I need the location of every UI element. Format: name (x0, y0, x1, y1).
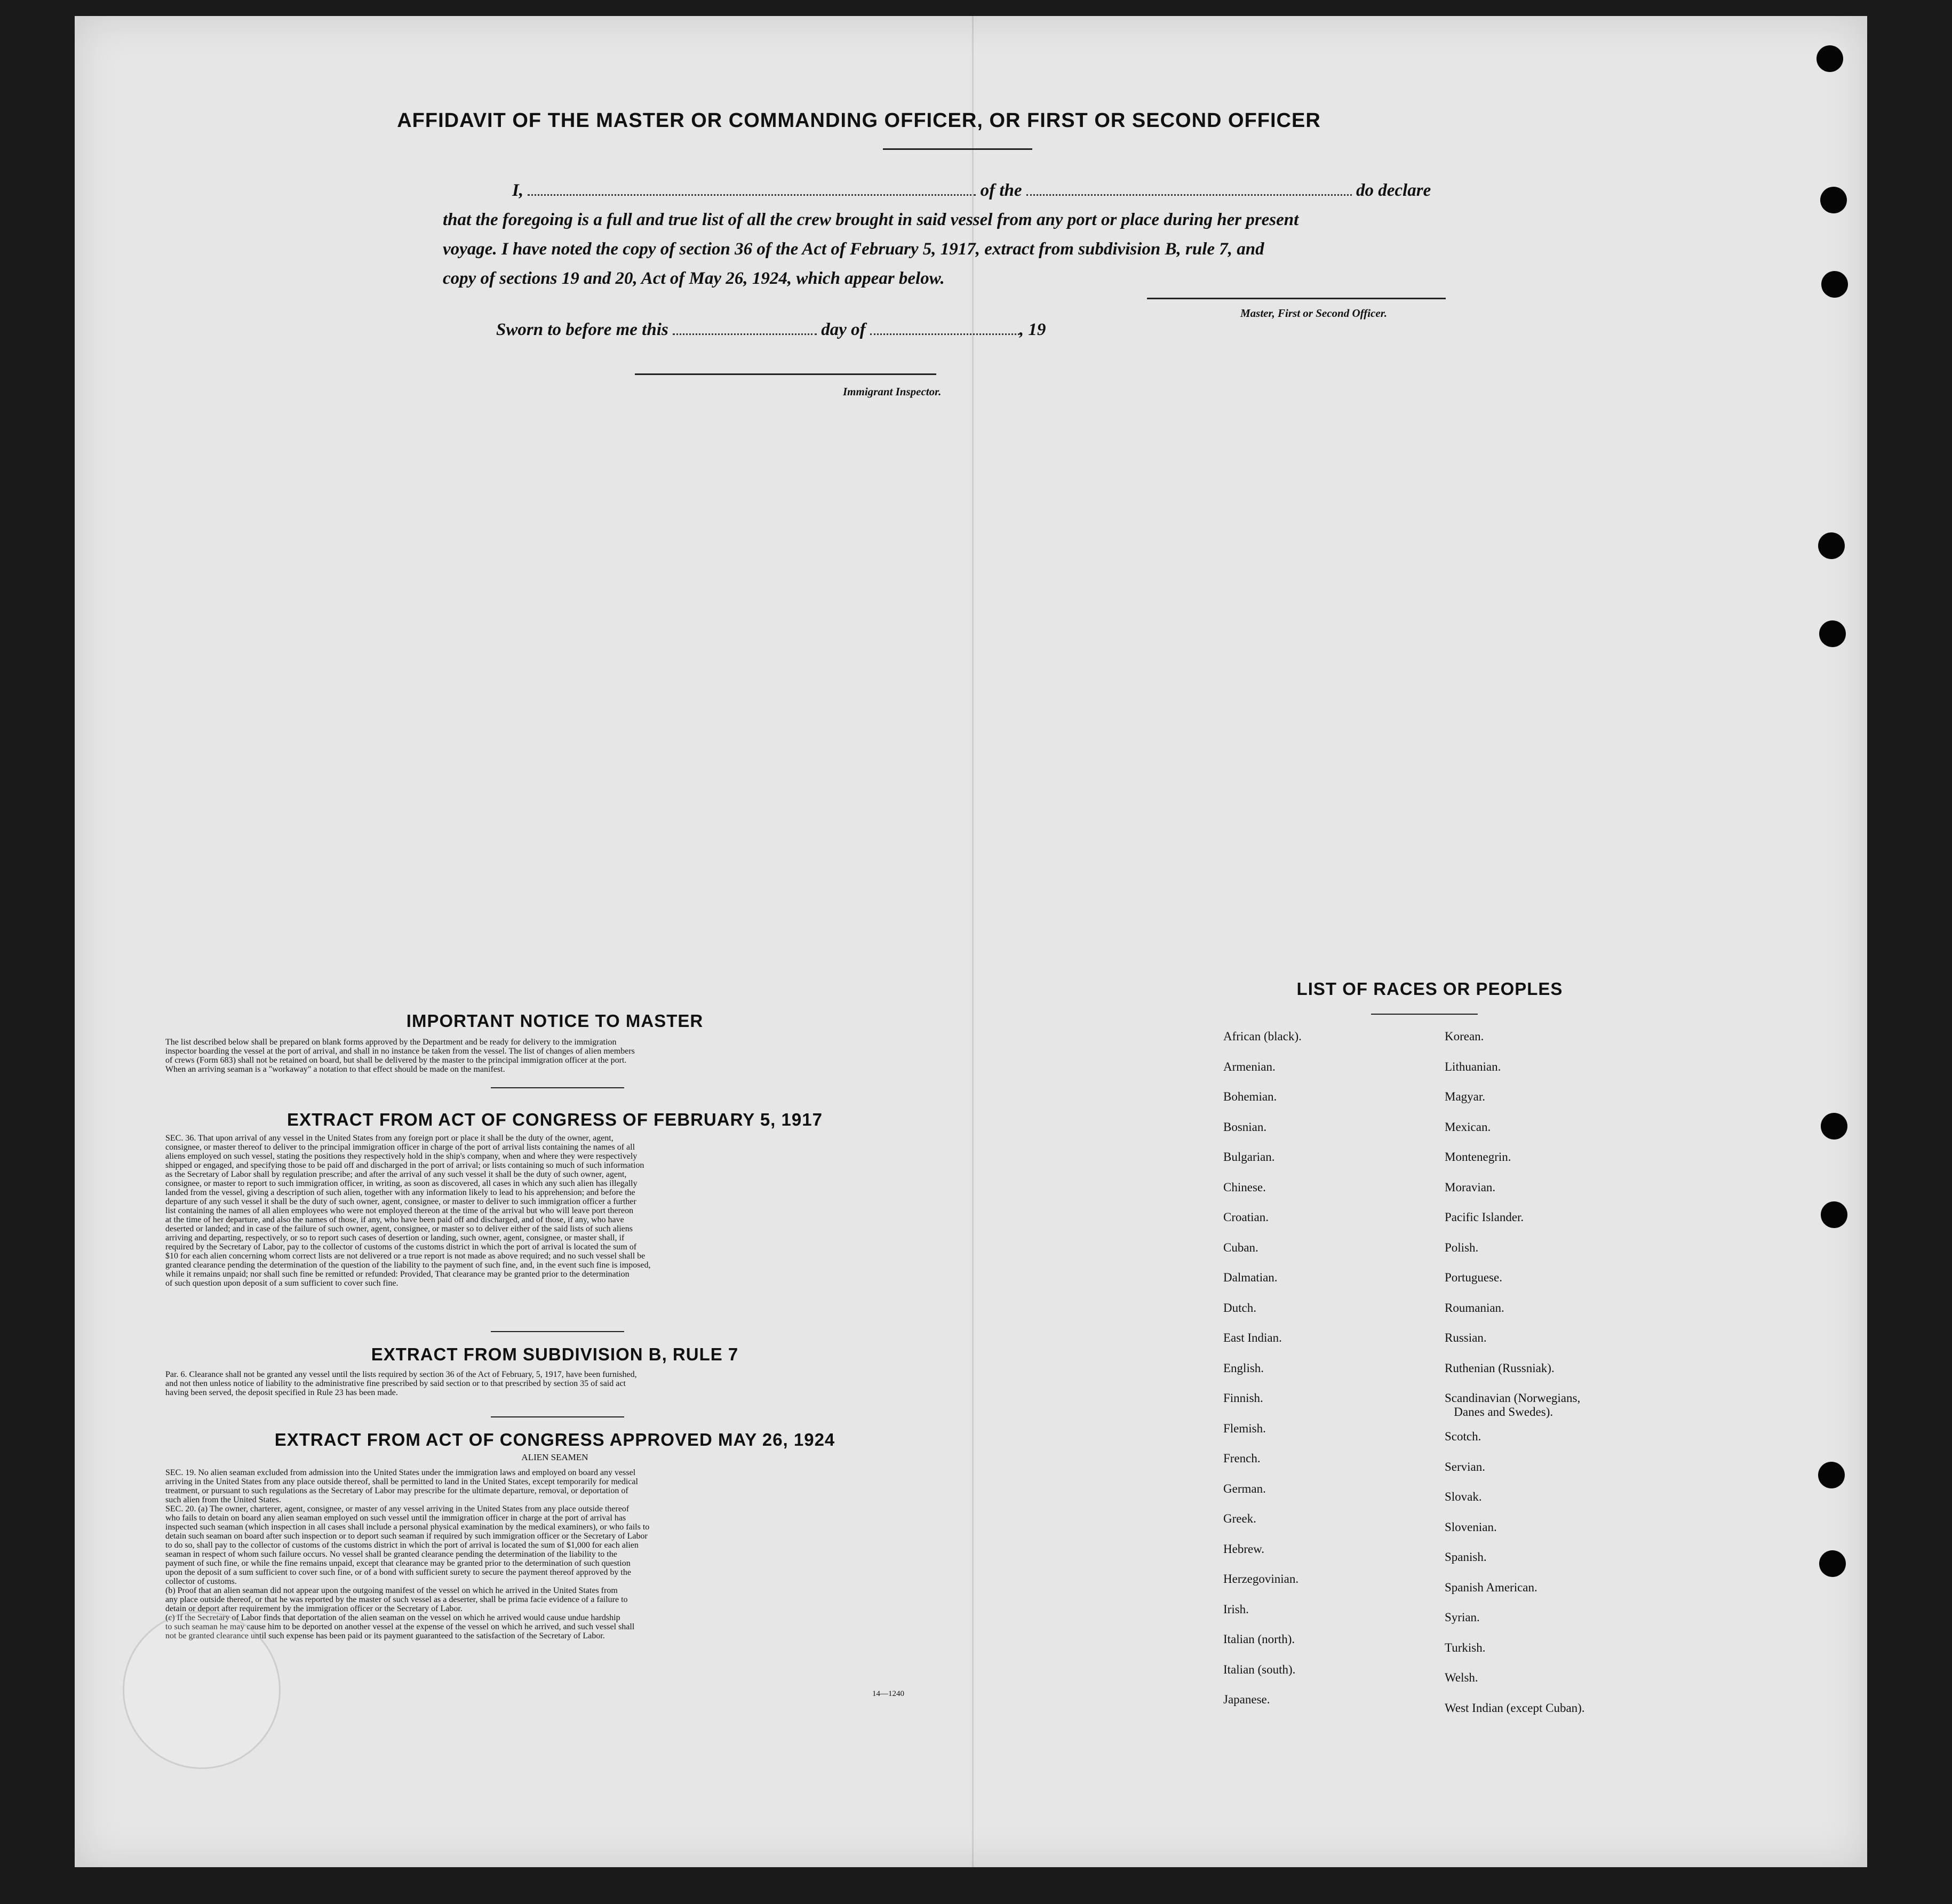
race-entry: Scotch. (1445, 1430, 1481, 1443)
race-entry: Servian. (1445, 1460, 1486, 1473)
extract-rule7-body (165, 1370, 934, 1397)
sworn-line: Sworn to before me this day of , 19 (496, 320, 1046, 339)
race-entry: Irish. (1223, 1602, 1249, 1616)
race-entry: Syrian. (1445, 1611, 1480, 1624)
race-entry: Mexican. (1445, 1120, 1491, 1134)
text-line: Par. 6. Clearance shall not be granted any vessel until the lists required by section 36 of the Act of February, 5, 1917, have been furnished, (165, 1370, 637, 1379)
text-line: treatment, or pursuant to such regulations as the Secretary of Labor may prescribe for the ultimate departure, removal, or deportation of (165, 1486, 628, 1495)
race-entry: Greek. (1223, 1512, 1256, 1525)
year-prefix: 19 (1028, 320, 1046, 339)
text-line: at the time of her departure, and also the names of those, if any, who have been paid off and discharged, and of those, if any, who have (165, 1215, 624, 1224)
extract-1917-title: EXTRACT FROM ACT OF CONGRESS OF FEBRUARY 5, 1917 (287, 1110, 823, 1129)
punch-hole (1818, 532, 1845, 559)
text-line: The list described below shall be prepared on blank forms approved by the Department and be ready for delivery to the immigration (165, 1038, 617, 1047)
text-line: while it remains unpaid; nor shall such fine be remitted or refunded: Provided, That clearance may be granted prior to the determination (165, 1270, 630, 1279)
notice-title: IMPORTANT NOTICE TO MASTER (406, 1011, 704, 1031)
text-line: consignee, or master to report to such immigration officer, in writing, as soon as discovered, all cases in which any such alien has illegally (165, 1179, 638, 1188)
text-line: detain or deport after requirement by the immigration officer or the Secretary of Labor. (165, 1604, 463, 1613)
race-entry: Cuban. (1223, 1240, 1258, 1254)
text-line: and not then unless notice of liability to the administrative fine prescribed by said section or to that prescribed by section 35 of said act (165, 1379, 626, 1388)
race-entry: Herzegovinian. (1223, 1572, 1299, 1586)
race-entry: Russian. (1445, 1331, 1487, 1344)
race-entry: Ruthenian (Russniak). (1445, 1361, 1555, 1375)
text-line: list containing the names of all alien employees who were not employed thereon at the time of the arrival but who will leave port thereon (165, 1206, 634, 1215)
day-of-label: day of (821, 320, 866, 339)
text-line: to such seaman he may cause him to be deported on another vessel at the expense of the vessel on which he arrived, and such vessel shall (165, 1622, 635, 1631)
race-entry: German. (1223, 1481, 1266, 1495)
master-signature-label: Master, First or Second Officer. (1240, 307, 1387, 320)
text-line: arriving in the United States from any place outside thereof, shall be permitted to land in the United States, except temporarily for medical (165, 1477, 638, 1486)
text-line: of crews (Form 683) shall not be retained on board, but shall be delivered by the master to the principal immigration officer at the port. (165, 1056, 627, 1065)
race-entry: Portuguese. (1445, 1271, 1502, 1284)
race-entry: Finnish. (1223, 1391, 1263, 1405)
vessel-field-line (1026, 182, 1352, 196)
text-line: SEC. 19. No alien seaman excluded from admission into the United States under the immigration laws and employed on board any vessel (165, 1468, 636, 1477)
race-entry: Magyar. (1445, 1090, 1486, 1103)
punch-hole (1818, 1462, 1845, 1488)
text-line: SEC. 20. (a) The owner, charterer, agent, consignee, or master of any vessel arriving in the United States from any place outside thereof (165, 1504, 630, 1513)
text-line: arriving and departing, respectively, or so to report such cases of desertion or landing, such owner, agent, consignee, or master shall, if (165, 1233, 625, 1242)
race-entry: Scandinavian (Norwegians, Danes and Swedes). (1445, 1391, 1581, 1419)
title-rule (883, 148, 1032, 150)
race-entry: Armenian. (1223, 1059, 1276, 1073)
text-line: to do so, shall pay to the collector of customs of the customs district in which the port of arrival is located the sum of $1,000 for each alien (165, 1541, 639, 1550)
punch-hole (1819, 1550, 1846, 1577)
punch-hole (1821, 1201, 1847, 1228)
race-entry: Dutch. (1223, 1301, 1256, 1315)
text-line: payment of such fine, or while the fine remains unpaid, except that clearance may be granted prior to the determination of such question (165, 1559, 631, 1568)
of-the-label: of the (980, 181, 1022, 200)
punch-hole (1819, 620, 1846, 647)
day-field-line (673, 322, 817, 335)
extract-1924-body (165, 1468, 934, 1640)
race-entry: Italian (south). (1223, 1662, 1296, 1676)
races-rule (1371, 1014, 1478, 1015)
race-entry: African (black). (1223, 1030, 1302, 1043)
text-line: SEC. 36. That upon arrival of any vessel in the United States from any foreign port or place it shall be the duty of the owner, agent, (165, 1134, 614, 1143)
race-entry: Welsh. (1445, 1671, 1478, 1684)
punch-hole (1816, 45, 1843, 72)
race-entry: Croatian. (1223, 1210, 1269, 1224)
text-line: collector of customs. (165, 1577, 237, 1586)
text-line: When an arriving seaman is a "workaway" a notation to that effect should be made on the manifest. (165, 1065, 505, 1074)
races-title: LIST OF RACES OR PEOPLES (1296, 979, 1563, 999)
section-rule (491, 1416, 624, 1417)
text-line: not be granted clearance until such expense has been paid or its payment guaranteed to the satisfaction of the Secretary of Labor. (165, 1631, 605, 1640)
text-line: of such question upon deposit of a sum sufficient to cover such fine. (165, 1279, 399, 1288)
race-entry: Turkish. (1445, 1640, 1486, 1654)
text-line: $10 for each alien concerning whom correct lists are not delivered or a true report is not made as above required; and no such vessel shall be (165, 1252, 646, 1261)
sworn-prefix: Sworn to before me this (496, 320, 668, 339)
extract-1924-title: EXTRACT FROM ACT OF CONGRESS APPROVED MAY 26, 1924 (274, 1430, 835, 1449)
race-entry: Spanish American. (1445, 1580, 1537, 1594)
text-line: (b) Proof that an alien seaman did not appear upon the outgoing manifest of the vessel on which he arrived in the United States from (165, 1586, 618, 1595)
text-line: landed from the vessel, giving a description of such alien, together with any information likely to lead to his apprehension; and before the (165, 1188, 635, 1197)
race-entry: Japanese. (1223, 1693, 1270, 1706)
race-entry: Chinese. (1223, 1180, 1266, 1194)
section-rule (491, 1331, 624, 1332)
text-line: inspector boarding the vessel at the port of arrival, and shall in no instance be taken from the vessel. The list of changes of alien members (165, 1047, 635, 1056)
punch-hole (1820, 187, 1847, 213)
text-line: upon the deposit of a sum sufficient to cover such fine, or of a bond with sufficient surety to secure the payment thereof approved by the (165, 1568, 631, 1577)
race-entry: French. (1223, 1452, 1261, 1465)
race-entry: Polish. (1445, 1240, 1479, 1254)
inspector-signature-label: Immigrant Inspector. (843, 385, 942, 398)
text-line: who fails to detain on board any alien seaman employed on such vessel until the immigration officer in charge at the port of arrival has (165, 1513, 626, 1523)
master-signature-line (1147, 298, 1446, 299)
text-line: granted clearance pending the determination of the question of the liability to the payment of such fine, and, in the event such fine is imposed, (165, 1261, 651, 1270)
race-entry: Montenegrin. (1445, 1150, 1511, 1164)
name-field-line (528, 182, 976, 196)
text-line: (c) If the Secretary of Labor finds that deportation of the alien seaman on the vessel on which he arrived would cause undue hardship (165, 1613, 620, 1622)
race-entry: Spanish. (1445, 1550, 1487, 1564)
race-entry: East Indian. (1223, 1331, 1282, 1344)
i-label: I, (512, 181, 524, 200)
text-line: shipped or engaged, and specifying those to be paid off and discharged in the port of arrival; or lists containing so much of such information (165, 1161, 644, 1170)
embossed-seal (123, 1611, 281, 1769)
punch-hole (1821, 271, 1848, 298)
text-line: any place outside thereof, or that he was reported by the master of such vessel as a deserter, shall be prima facie evidence of a failure to (165, 1595, 628, 1604)
race-entry: Italian (north). (1223, 1632, 1295, 1646)
declaration-line-2: that the foregoing is a full and true list of all the crew brought in said vessel from any port or place during her present (443, 210, 1299, 229)
declaration-line-4: copy of sections 19 and 20, Act of May 26, 1924, which appear below. (443, 269, 945, 288)
section-rule (491, 1087, 624, 1088)
text-line: inspected such seaman (which inspection in all cases shall include a personal physical examination by the medical examiners), or who fails to (165, 1523, 650, 1532)
text-line: deserted or landed; and in case of the failure of such owner, agent, consignee, or master so to deliver either of the said lists of such aliens (165, 1224, 633, 1233)
month-field-line (870, 322, 1019, 335)
text-line: having been served, the deposit specified in Rule 23 has been made. (165, 1388, 398, 1397)
text-line: departure of any such vessel it shall be the duty of such owner, agent, consignee, or master to deliver to such immigration officer a further (165, 1197, 636, 1206)
notice-body (165, 1038, 934, 1074)
extract-1917-body (165, 1134, 934, 1288)
text-line: as the Secretary of Labor shall by regulation prescribe; and after the arrival of any such vessel it shall be the duty of such owner, agent, (165, 1170, 627, 1179)
punch-hole (1821, 1113, 1847, 1140)
race-entry: Pacific Islander. (1445, 1210, 1524, 1224)
text-line: required by the Secretary of Labor, pay to the collector of customs of the customs district in which the port of arrival is located the sum of (165, 1242, 637, 1252)
affidavit-title: AFFIDAVIT OF THE MASTER OR COMMANDING OFFICER, OR FIRST OR SECOND OFFICER (397, 109, 1321, 132)
text-line: seaman in respect of whom such failure occurs. No vessel shall be granted clearance pending the determination of the liability to the (165, 1550, 617, 1559)
race-entry: Bohemian. (1223, 1090, 1277, 1103)
race-entry: Korean. (1445, 1030, 1484, 1043)
race-entry: Flemish. (1223, 1421, 1266, 1435)
race-entry: Lithuanian. (1445, 1059, 1501, 1073)
declaration-line-3: voyage. I have noted the copy of section 36 of the Act of February 5, 1917, extract from subdivision B, rule 7, and (443, 240, 1264, 259)
race-entry: Dalmatian. (1223, 1271, 1278, 1284)
text-line: detain such seaman on board after such inspection or to deport such seaman if required by such immigration officer or the Secretary of Labor (165, 1532, 648, 1541)
race-entry: Hebrew. (1223, 1542, 1265, 1556)
form-number: 14—1240 (872, 1690, 904, 1698)
inspector-signature-line (635, 373, 936, 375)
extract-rule7-title: EXTRACT FROM SUBDIVISION B, RULE 7 (371, 1344, 739, 1364)
race-entry: Slovak. (1445, 1490, 1482, 1503)
text-line: such alien from the United States. (165, 1495, 281, 1504)
race-entry: Roumanian. (1445, 1301, 1504, 1315)
race-entry: Bulgarian. (1223, 1150, 1275, 1164)
do-declare-label: do declare (1356, 181, 1431, 200)
race-entry: Moravian. (1445, 1180, 1496, 1194)
affidavit-declaration (443, 176, 1456, 293)
page-fold (972, 16, 974, 1867)
race-entry: Bosnian. (1223, 1120, 1267, 1134)
text-line: aliens employed on such vessel, stating the positions they respectively hold in the ship's company, when and where they were respectively (165, 1152, 638, 1161)
extract-1924-subtitle: ALIEN SEAMEN (521, 1452, 588, 1462)
race-entry: English. (1223, 1361, 1264, 1375)
race-entry: West Indian (except Cuban). (1445, 1701, 1585, 1715)
text-line: consignee, or master thereof to deliver to the principal immigration officer in charge of the port of arrival lists containing the names of all (165, 1143, 635, 1152)
race-entry: Slovenian. (1445, 1520, 1497, 1534)
